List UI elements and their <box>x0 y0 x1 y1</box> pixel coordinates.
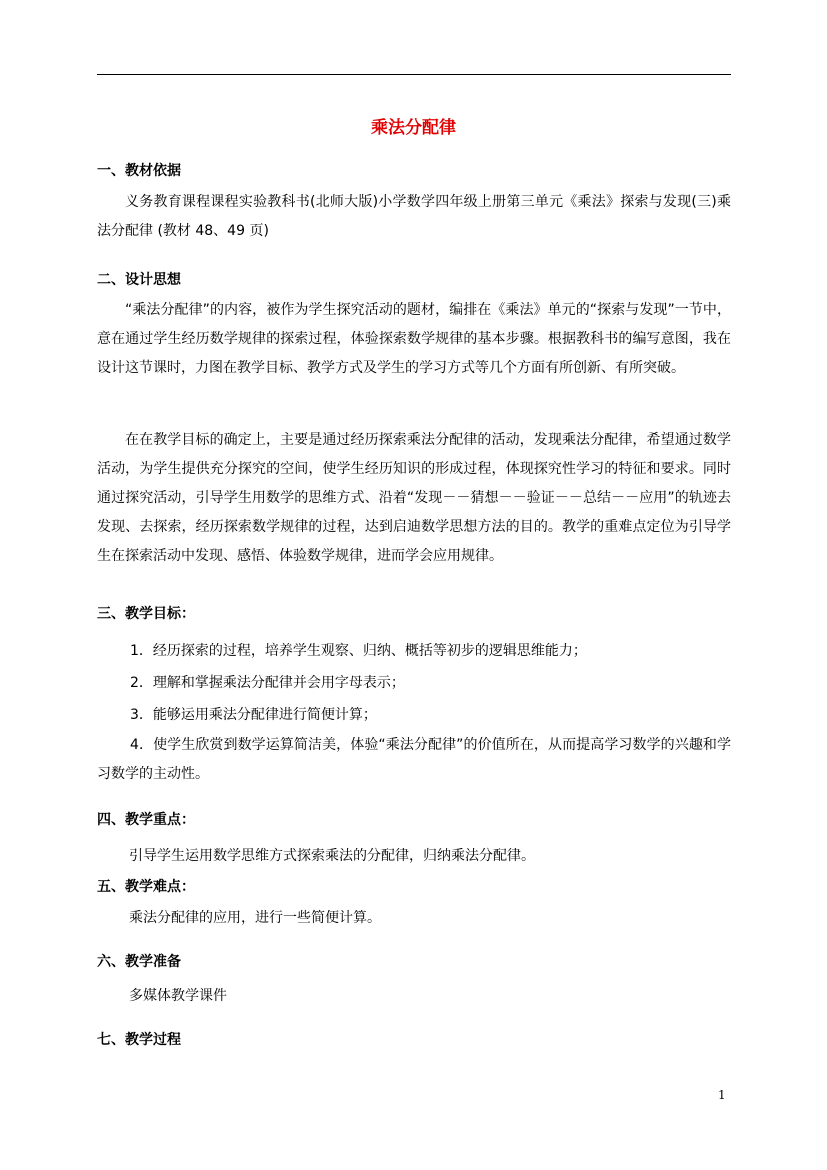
objective-item-3: 3．能够运用乘法分配律进行简便计算； <box>130 707 377 723</box>
section-4-text: 引导学生运用数学思维方式探索乘法的分配律，归纳乘法分配律。 <box>129 848 535 864</box>
section-5-heading: 五、教学难点： <box>97 879 195 895</box>
objective-item-1: 1．经历探索的过程，培养学生观察、归纳、概括等初步的逻辑思维能力； <box>130 643 587 659</box>
section-2-paragraph-2: 在在教学目标的确定上，主要是通过经历探索乘法分配律的活动，发现乘法分配律，希望通过数学活动，为学生提供充分探究的空间，使学生经历知识的形成过程，体现探究性学习的特征和要求。同时通过探究活动，引导学生用数学的思维方式、沿着“发现－－猜想－－验证－－总结－－应用”的轨迹去发现、去探索，经历探索数学规律的过程，达到启迪数学思想方法的目的。教学的重难点定位为引导学生在探索活动中发现、感悟、体验数学规律，进而学会应用规律。 <box>97 432 731 564</box>
section-2-heading: 二、设计思想 <box>97 272 181 288</box>
section-1-heading: 一、教材依据 <box>97 163 181 179</box>
section-4-heading: 四、教学重点： <box>97 812 195 828</box>
section-3-heading: 三、教学目标： <box>97 606 195 622</box>
section-6-text: 多媒体教学课件 <box>129 988 227 1004</box>
section-2-paragraph-1: “乘法分配律”的内容，被作为学生探究活动的题材，编排在《乘法》单元的“探索与发现”一节中，意在通过学生经历数学规律的探索过程，体验探索数学规律的基本步骤。根据教科书的编写意图，我在设计这节课时，力图在教学目标、教学方式及学生的学习方式等几个方面有所创新、有所突破。 <box>97 302 731 376</box>
section-6-heading: 六、教学准备 <box>97 954 181 970</box>
document-title: 乘法分配律 <box>371 118 456 138</box>
objective-item-2: 2．理解和掌握乘法分配律并会用字母表示； <box>130 675 405 691</box>
header-rule <box>97 74 731 75</box>
section-1-text: 义务教育课程课程实验教科书(北师大版)小学数学四年级上册第三单元《乘法》探索与发现(三)乘法分配律 (教材 48、49 页) <box>97 194 731 239</box>
page-number: 1 <box>718 1088 726 1102</box>
section-7-heading: 七、教学过程 <box>97 1032 181 1048</box>
section-5-text: 乘法分配律的应用，进行一些简便计算。 <box>129 910 381 926</box>
objective-item-4: 4．使学生欣赏到数学运算简洁美，体验“乘法分配律”的价值所在，从而提高学习数学的兴趣和学习数学的主动性。 <box>97 737 731 782</box>
